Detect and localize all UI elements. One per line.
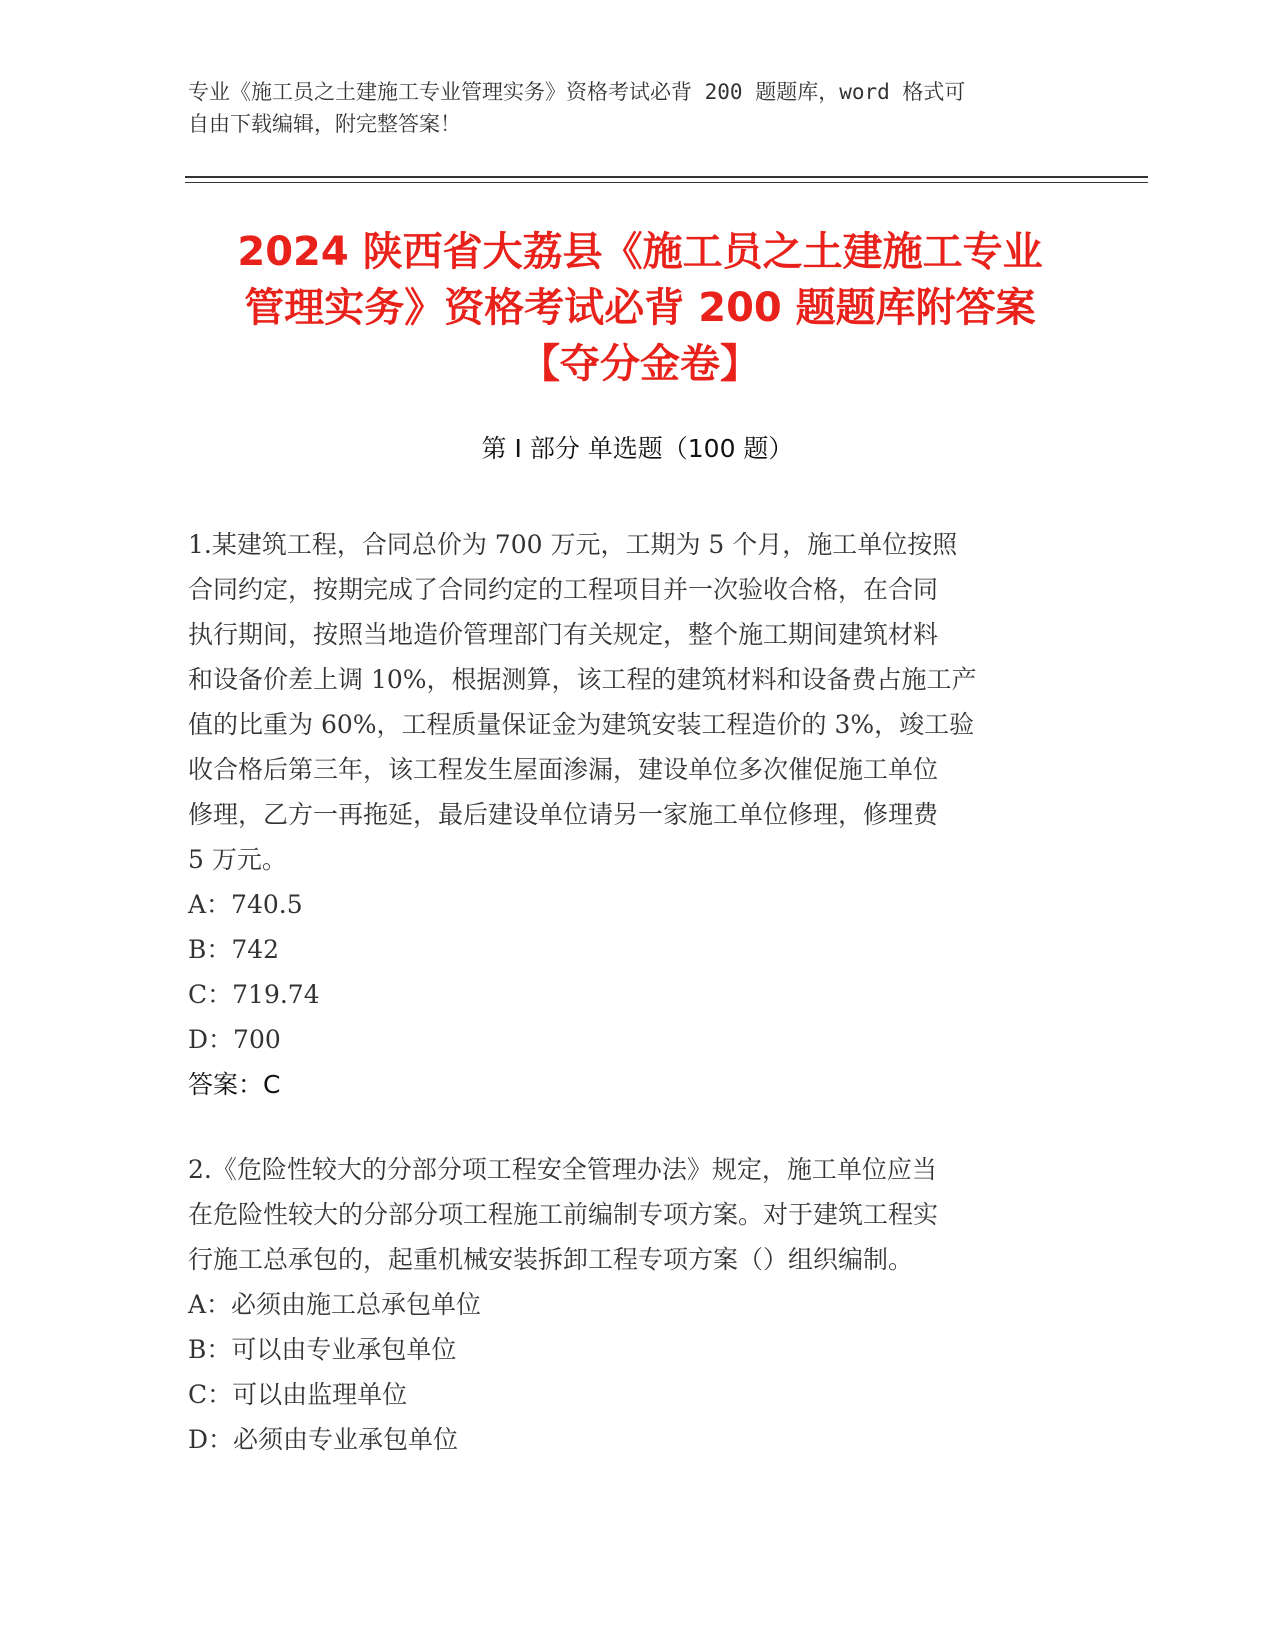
header-note-line: 自由下载编辑，附完整答案！: [188, 112, 461, 136]
title-line: 管理实务》资格考试必背 200 题题库附答案: [244, 285, 1036, 331]
question-stem-line: 收合格后第三年，该工程发生屋面渗漏，建设单位多次催促施工单位: [188, 755, 939, 784]
title-line: 【夺分金卷】: [520, 341, 760, 387]
question-stem-line: 执行期间，按照当地造价管理部门有关规定，整个施工期间建筑材料: [188, 620, 939, 649]
question-stem-line: 修理，乙方一再拖延，最后建设单位请另一家施工单位修理，修理费: [188, 800, 939, 829]
option-b: B：742: [188, 935, 280, 964]
option-b: B：可以由专业承包单位: [188, 1335, 457, 1364]
question-stem-line: 合同约定，按期完成了合同约定的工程项目并一次验收合格，在合同: [188, 575, 939, 604]
option-c: C：719.74: [188, 980, 320, 1009]
question-list: [188, 522, 1078, 1502]
question-1: [188, 522, 1078, 1107]
header-note: [188, 76, 1068, 140]
option-a: A：必须由施工总承包单位: [188, 1290, 482, 1319]
question-stem-line: 在危险性较大的分部分项工程施工前编制专项方案。对于建筑工程实: [188, 1200, 939, 1229]
option-d: D：必须由专业承包单位: [188, 1425, 459, 1454]
question-stem-line: 值的比重为 60%，工程质量保证金为建筑安装工程造价的 3%，竣工验: [188, 710, 975, 739]
header-divider-thin: [185, 182, 1148, 183]
question-stem-line: 5 万元。: [188, 845, 287, 874]
question-stem-line: 2.《危险性较大的分部分项工程安全管理办法》规定，施工单位应当: [188, 1155, 937, 1184]
section-heading: 第 I 部分 单选题（100 题）: [481, 434, 794, 463]
question-2: [188, 1147, 1078, 1462]
header-divider: [185, 176, 1148, 178]
header-note-line: 专业《施工员之土建施工专业管理实务》资格考试必背 200 题题库，word 格式可: [188, 80, 966, 104]
question-stem-line: 和设备价差上调 10%，根据测算，该工程的建筑材料和设备费占施工产: [188, 665, 977, 694]
option-c: C：可以由监理单位: [188, 1380, 408, 1409]
title-line: 2024 陕西省大荔县《施工员之土建施工专业: [237, 229, 1043, 275]
answer-text: 答案：C: [188, 1070, 281, 1099]
question-stem-line: 1.某建筑工程，合同总价为 700 万元，工期为 5 个月，施工单位按照: [188, 530, 958, 559]
option-d: D：700: [188, 1025, 281, 1054]
document-title: [140, 224, 1140, 392]
option-a: A：740.5: [188, 890, 303, 919]
question-stem-line: 行施工总承包的，起重机械安装拆卸工程专项方案（）组织编制。: [188, 1245, 914, 1274]
